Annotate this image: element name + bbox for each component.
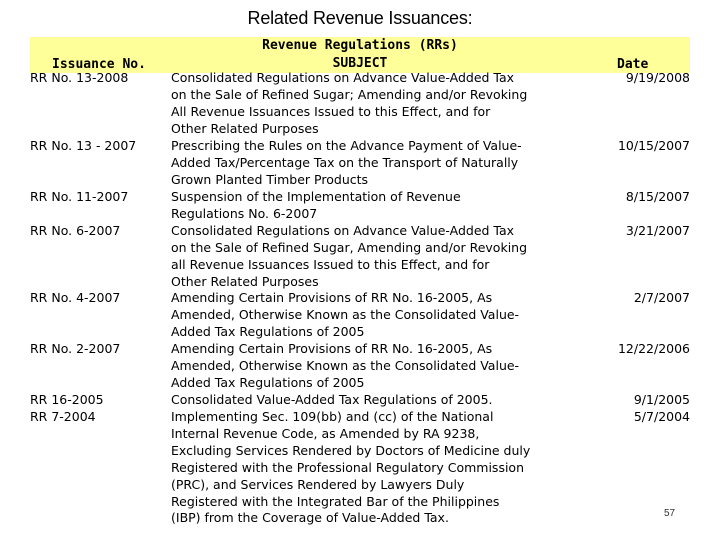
page-number: 57 [664, 508, 676, 519]
subject-cell: Consolidated Regulations on Advance Value-Added Tax on the Sale of Refined Sugar, Amending and/or Revoking all Revenue Issuances Issued to this Effect, and for Other Related Purposes [171, 223, 528, 289]
issuance-no-cell: RR No. 2-2007 [30, 341, 121, 356]
date-cell: 2/7/2007 [633, 290, 690, 305]
page-title: Related Revenue Issuances: [247, 8, 473, 28]
issuance-no-cell: RR No. 4-2007 [30, 290, 121, 305]
issuance-no-cell: RR 7-2004 [30, 409, 96, 424]
subject-cell: Amending Certain Provisions of RR No. 16-2005, As Amended, Otherwise Known as the Consolidated Value- Added Tax Regulations of 2005 [171, 341, 520, 390]
subject-cell: Consolidated Value-Added Tax Regulations of 2005. [171, 392, 493, 407]
issuance-no-cell: RR No. 11-2007 [30, 189, 129, 204]
header-revenue-regulations: Revenue Regulations (RRs) [262, 38, 458, 53]
subject-cell: Amending Certain Provisions of RR No. 16-2005, As Amended, Otherwise Known as the Consolidated Value- Added Tax Regulations of 2005 [171, 290, 520, 339]
issuance-no-cell: RR No. 6-2007 [30, 223, 121, 238]
date-cell: 8/15/2007 [625, 189, 690, 204]
date-cell: 5/7/2004 [633, 409, 690, 424]
date-cell: 9/19/2008 [625, 70, 690, 85]
date-cell: 12/22/2006 [617, 341, 690, 356]
subject-cell: Consolidated Regulations on Advance Value-Added Tax on the Sale of Refined Sugar; Amending and/or Revoking All Revenue Issuances Issued to this Effect, and for Other Related Purposes [171, 70, 528, 136]
issuance-no-cell: RR No. 13-2008 [30, 70, 129, 85]
date-cell: 10/15/2007 [617, 138, 690, 153]
issuance-no-cell: RR 16-2005 [30, 392, 104, 407]
subject-cell: Prescribing the Rules on the Advance Payment of Value- Added Tax/Percentage Tax on the Transport of Naturally Grown Planted Timber Products [171, 138, 522, 187]
header-subject: SUBJECT [332, 56, 388, 71]
subject-cell: Implementing Sec. 109(bb) and (cc) of the National Internal Revenue Code, as Amended by RA 9238, Excluding Services Rendered by Doctors of Medicine duly Registered with the Professional Regulatory Commission (PRC), and Services Rendered by Lawyers Duly Registered with the Integrated Bar of the Philippines (IBP) from the Coverage of Value-Added Tax. [171, 409, 531, 526]
subject-cell: Suspension of the Implementation of Revenue Regulations No. 6-2007 [171, 189, 461, 221]
date-cell: 3/21/2007 [625, 223, 690, 238]
header-date: Date [617, 57, 649, 72]
date-cell: 9/1/2005 [633, 392, 690, 407]
header-issuance-no: Issuance No. [52, 57, 146, 72]
issuance-no-cell: RR No. 13 - 2007 [30, 138, 137, 153]
